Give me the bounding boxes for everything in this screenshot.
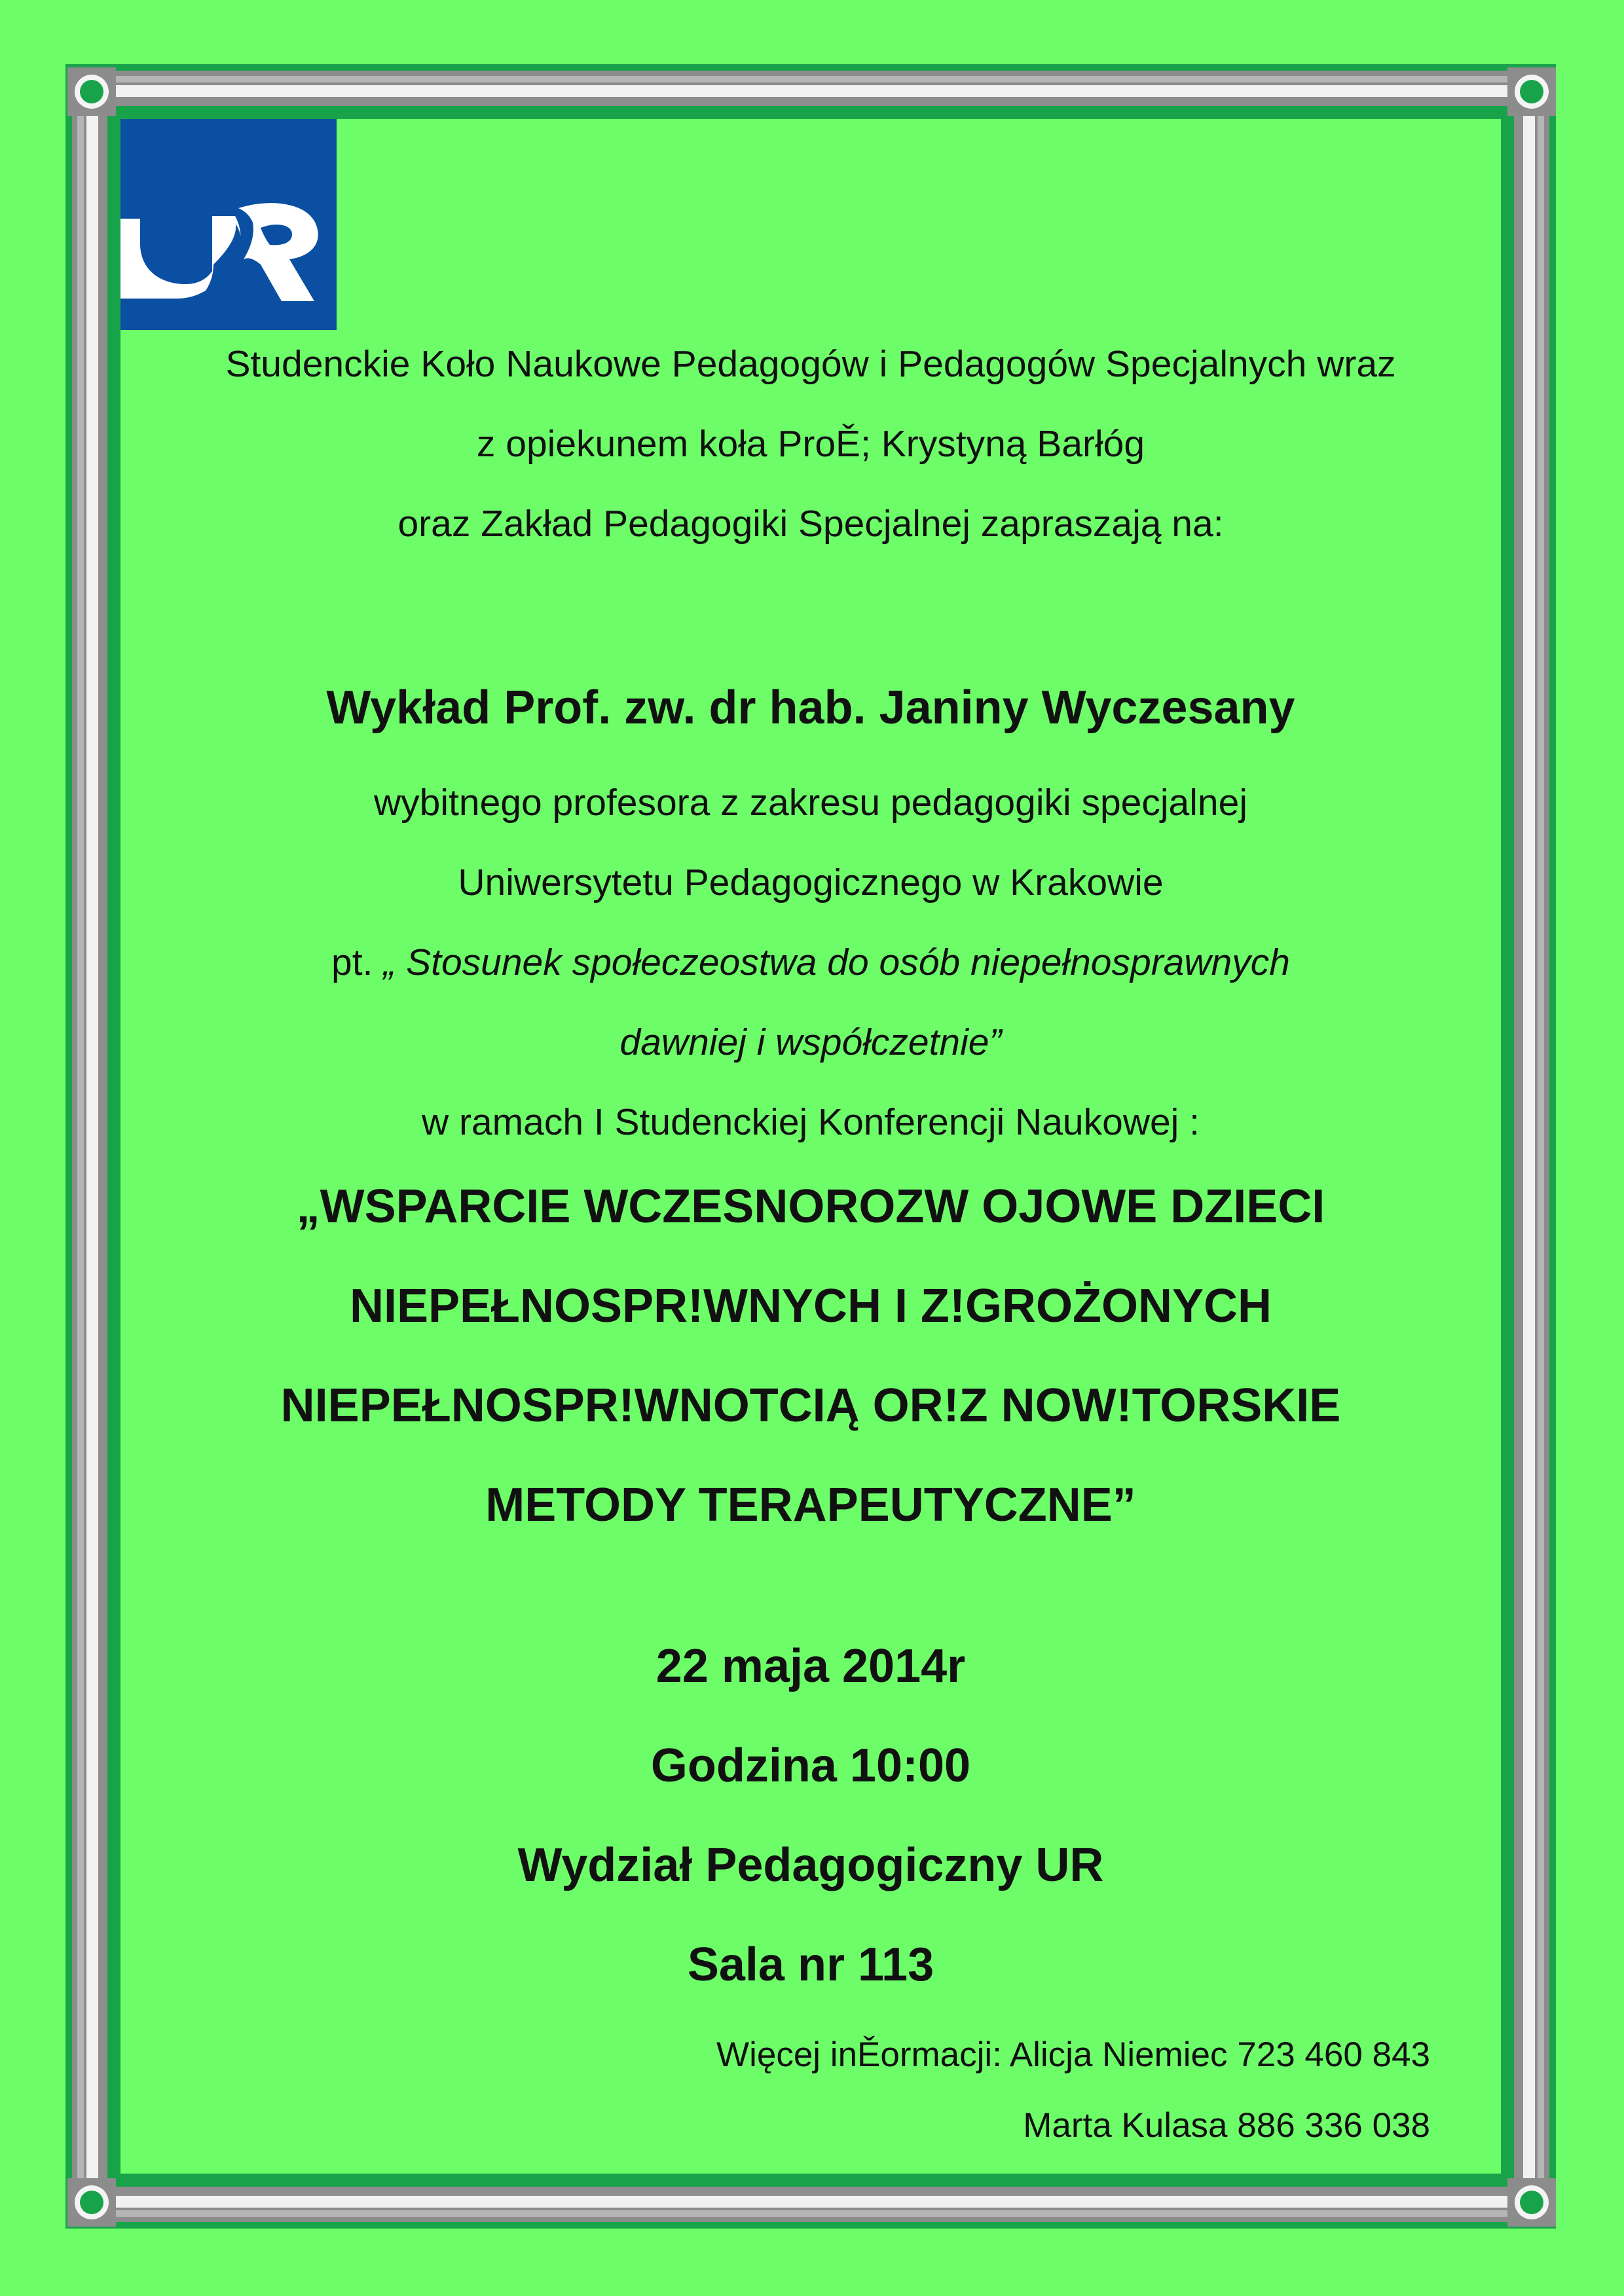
- corner-ornament-bottom-right: [1507, 2178, 1556, 2227]
- intro-line-2: z opiekunem koła ProĚ; Krystyną Barłóg: [476, 423, 1145, 465]
- lecture-topic-line-2: dawniej i współczetnie”: [619, 1021, 1002, 1063]
- ur-logo-mark: [120, 119, 337, 330]
- corner-ornament-top-right: [1507, 67, 1556, 116]
- conference-title-line-2: NIEPEŁNOSPR!WNYCH I Z!GROŻONYCH: [349, 1280, 1272, 1332]
- intro-line-3: oraz Zakład Pedagogiki Specjalnej zapraszają na:: [397, 503, 1224, 545]
- university-logo: [120, 119, 337, 330]
- lecture-speaker-line-1: wybitnego profesora z zakresu pedagogiki specjalnej: [374, 782, 1247, 824]
- conference-title-line-1: „WSPARCIE WCZESNOROZW OJOWE DZIECI: [296, 1180, 1325, 1233]
- lecture-framework: w ramach I Studenckiej Konferencji Naukowej :: [421, 1101, 1200, 1143]
- topic-text-1: „ Stosunek społeczeostwa do osób niepełnosprawnych: [383, 941, 1290, 983]
- conference-title-line-3: NIEPEŁNOSPR!WNOTCIĄ OR!Z NOW!TORSKIE: [280, 1379, 1341, 1432]
- corner-ornament-top-left: [67, 67, 116, 116]
- event-room: Sala nr 113: [687, 1939, 934, 1991]
- intro-line-1: Studenckie Koło Naukowe Pedagogów i Pedagogów Specjalnych wraz: [225, 343, 1396, 385]
- lecture-topic-line-1: [120, 941, 1501, 984]
- lecture-speaker-line-2: Uniwersytetu Pedagogicznego w Krakowie: [458, 862, 1164, 903]
- event-place: Wydział Pedagogiczny UR: [517, 1839, 1104, 1891]
- event-time: Godzina 10:00: [650, 1740, 971, 1792]
- conference-title-line-4: METODY TERAPEUTYCZNE”: [485, 1479, 1136, 1531]
- event-date: 22 maja 2014r: [655, 1640, 966, 1692]
- contact-line-2: Marta Kulasa 886 336 038: [1023, 2106, 1430, 2145]
- contact-line-1: Więcej inĚormacji: Alicja Niemiec 723 460 843: [716, 2035, 1430, 2074]
- lecture-title: Wykład Prof. zw. dr hab. Janiny Wyczesany: [326, 682, 1295, 734]
- topic-prefix: pt.: [331, 941, 384, 983]
- corner-ornament-bottom-left: [67, 2178, 116, 2227]
